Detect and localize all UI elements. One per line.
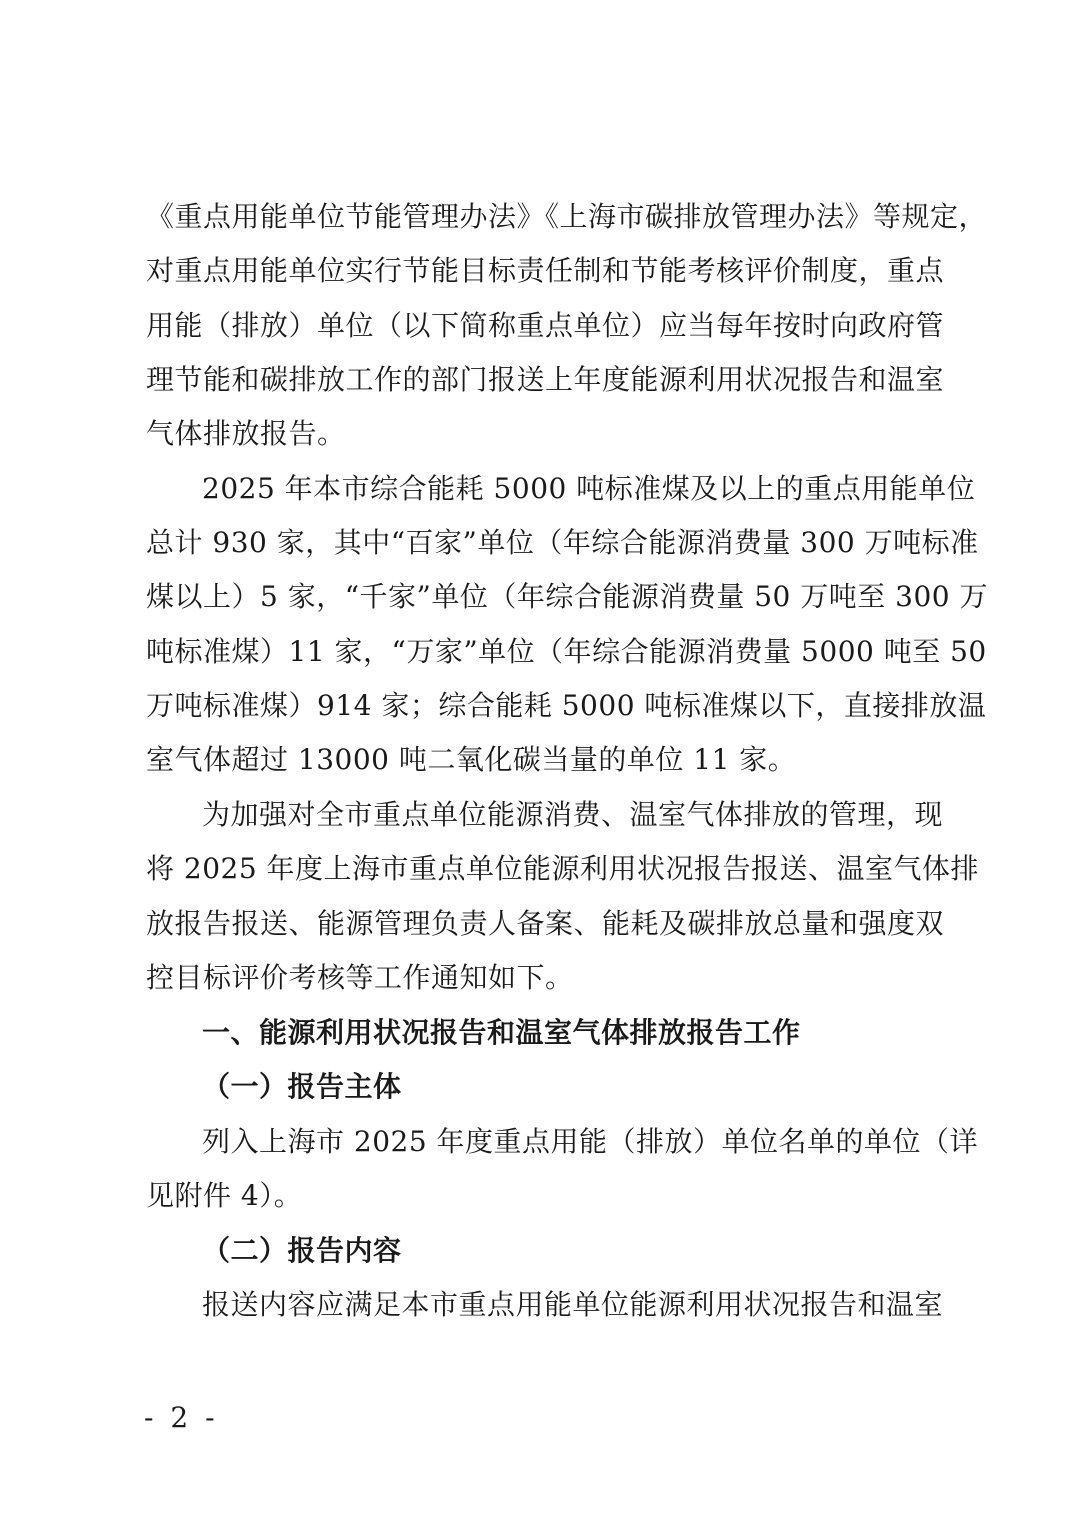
subsection-heading: （一）报告主体 <box>202 1070 402 1103</box>
text-line: 见附件 4）。 <box>146 1179 303 1212</box>
text-line: 室气体超过 13000 吨二氧化碳当量的单位 11 家。 <box>146 743 797 776</box>
text-line: 放报告报送、能源管理负责人备案、能耗及碳排放总量和强度双 <box>146 907 945 940</box>
text-line: 将 2025 年度上海市重点单位能源利用状况报告报送、温室气体排 <box>146 852 980 885</box>
page-number: - 2 - <box>144 1401 219 1434</box>
text-line: 《重点用能单位节能管理办法》《上海市碳排放管理办法》等规定， <box>146 200 988 233</box>
text-line: 报送内容应满足本市重点用能单位能源利用状况报告和温室 <box>202 1288 944 1321</box>
text-line: 吨标准煤）11 家，“万家”单位（年综合能源消费量 5000 吨至 50 <box>146 635 987 668</box>
text-line: 2025 年本市综合能耗 5000 吨标准煤及以上的重点用能单位 <box>202 472 976 505</box>
text-line: 用能（排放）单位（以下简称重点单位）应当每年按时向政府管 <box>146 309 945 342</box>
text-line: 控目标评价考核等工作通知如下。 <box>146 961 574 994</box>
text-line: 理节能和碳排放工作的部门报送上年度能源利用状况报告和温室 <box>146 363 945 396</box>
text-line: 煤以上）5 家，“千家”单位（年综合能源消费量 50 万吨至 300 万 <box>146 580 989 613</box>
text-line: 对重点用能单位实行节能目标责任制和节能考核评价制度，重点 <box>146 254 945 287</box>
text-line: 列入上海市 2025 年度重点用能（排放）单位名单的单位（详 <box>202 1125 979 1158</box>
text-line: 总计 930 家，其中“百家”单位（年综合能源消费量 300 万吨标准 <box>146 526 979 559</box>
section-heading: 一、能源利用状况报告和温室气体排放报告工作 <box>202 1016 801 1049</box>
text-line: 为加强对全市重点单位能源消费、温室气体排放的管理，现 <box>202 798 944 831</box>
text-line: 万吨标准煤）914 家；综合能耗 5000 吨标准煤以下，直接排放温 <box>146 689 987 722</box>
text-line: 气体排放报告。 <box>146 417 346 450</box>
subsection-heading: （二）报告内容 <box>202 1234 402 1267</box>
